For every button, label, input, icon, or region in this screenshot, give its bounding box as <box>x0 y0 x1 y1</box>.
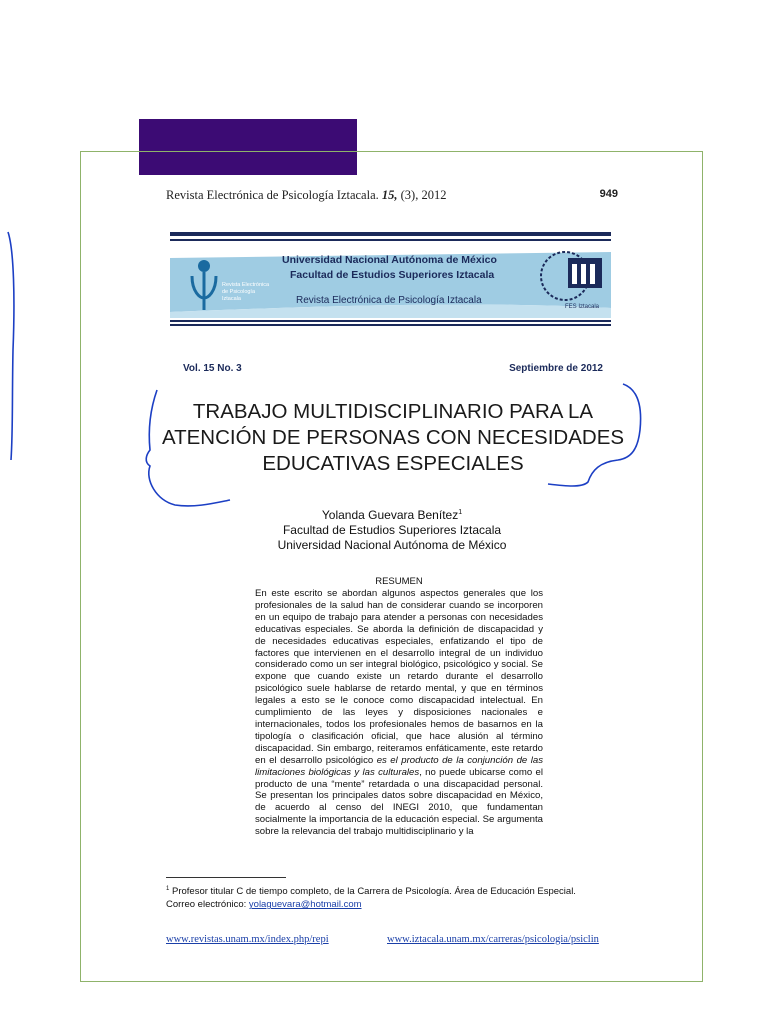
abstract-text-1: En este escrito se abordan algunos aspectos generales que los profesionales de la salud han de considerar cuando se incorporen en un equipo de trabajo para atender a personas con necesidades educativas especiales. Se aborda la definición de discapacidad y de necesidades educativas especiales, enfatizando el tipo de factores que intervienen en el desarrollo integral de un individuo considerado como un ser integral biológico, psicológico y social. Se expone que cuando existe un retardo durante el desarrollo psicológico suele hablarse de retardo mental, y que en términos legales a esto se le conoce como discapacidad intelectual. En cumplimiento de las leyes y disposiciones nacionales e internacionales, todos los profesionales hemos de basarnos en la tipología o clasificación oficial, que hace alusión al término discapacidad. Sin embargo, reiteramos enfáticamente, este retardo en el desarrollo psicológico <box>255 588 543 766</box>
revistas-link[interactable]: www.revistas.unam.mx/index.php/repi <box>166 934 329 945</box>
volume-number: Vol. 15 No. 3 <box>183 363 242 374</box>
journal-issue-year: (3), 2012 <box>400 188 447 202</box>
email-label: Correo electrónico: <box>166 899 247 911</box>
logo-text-1: Revista Electrónica <box>222 282 270 288</box>
abstract-heading: RESUMEN <box>375 576 423 587</box>
footnote-mark: 1 <box>166 886 170 892</box>
article-title: TRABAJO MULTIDISCIPLINARIO PARA LA ATENCIÓN DE PERSONAS CON NECESIDADES EDUCATIVAS ESPECIALES <box>161 400 625 475</box>
page-number: 949 <box>599 188 618 200</box>
affiliation-faculty: Facultad de Estudios Superiores Iztacala <box>282 523 502 537</box>
banner-journal: Revista Electrónica de Psicología Iztacala <box>296 295 482 306</box>
fes-logo-label: FES Iztacala <box>565 304 600 310</box>
iztacala-link[interactable]: www.iztacala.unam.mx/carreras/psicologia/psiclin <box>387 934 599 945</box>
journal-volume: 15, <box>381 188 398 202</box>
logo-text-3: Iztacala <box>222 296 241 302</box>
affiliation-university: Universidad Nacional Autónoma de México <box>277 538 507 552</box>
issue-date: Septiembre de 2012 <box>509 363 603 374</box>
banner-faculty: Facultad de Estudios Superiores Iztacala <box>290 269 495 281</box>
author-footnote-mark: 1 <box>458 509 463 516</box>
logo-text-2: de Psicología <box>222 289 256 295</box>
author-name: Yolanda Guevara Benítez <box>321 508 459 522</box>
journal-name: Revista Electrónica de Psicología Iztacala. <box>166 188 379 202</box>
banner-university: Universidad Nacional Autónoma de México <box>282 254 497 266</box>
abstract-text-2: , no puede ubicarse como el producto de una “mente” retardada o una discapacidad personal. Se presentan los principales datos sobre discapacidad en México, de acuerdo al censo del INEGI 2010, que fundamentan socialmente la importancia de la educación especial. Se argumenta sobre la relevancia del trabajo multidisciplinario y la <box>255 766 543 838</box>
footnote-text: Profesor titular C de tiempo completo, de la Carrera de Psicología. Área de Educación Especial. <box>171 886 576 898</box>
email-link[interactable]: yolaguevara@hotmail.com <box>248 899 362 911</box>
abstract-italic: es el producto de la conjunción de las limitaciones biológicas y las culturales <box>255 754 543 778</box>
